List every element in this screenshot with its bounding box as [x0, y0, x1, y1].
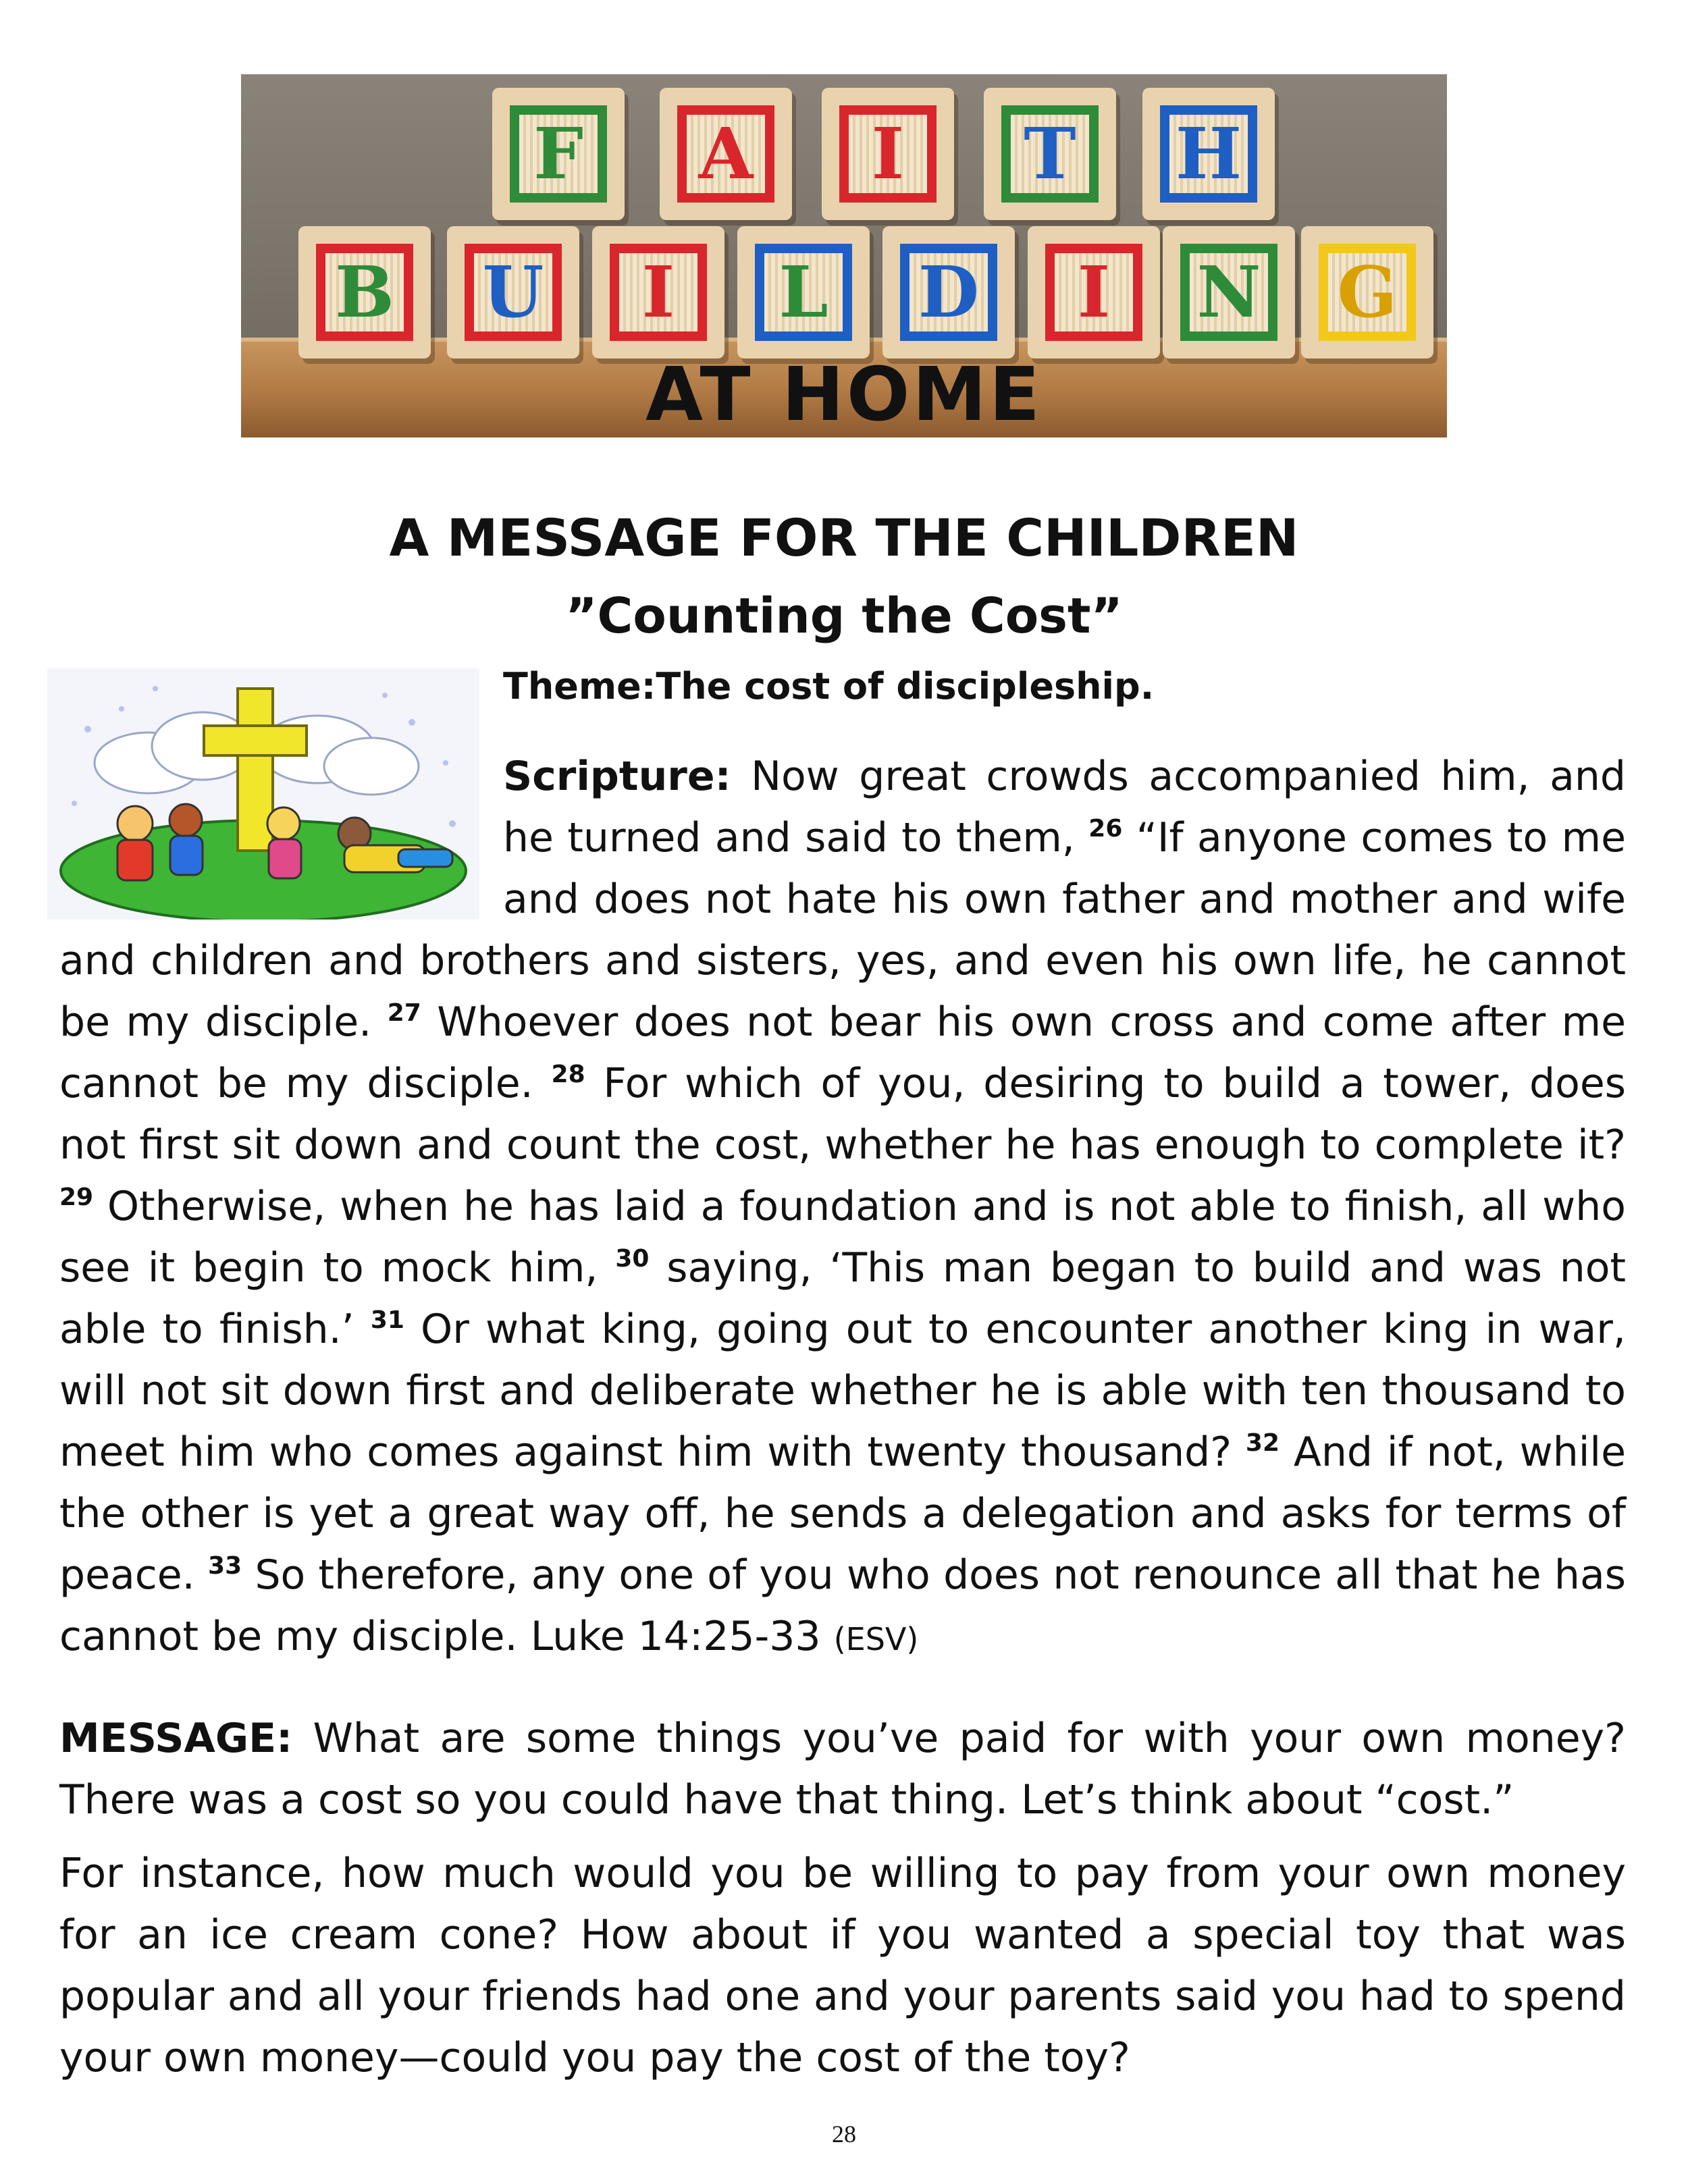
theme-label: Theme:: [503, 665, 656, 708]
letter-block-t: [984, 88, 1116, 220]
theme-text: The cost of discipleship.: [656, 665, 1155, 708]
bible-version: (ESV): [833, 1621, 919, 1657]
letter-block-b: [298, 226, 431, 358]
banner-subtitle: AT HOME: [645, 351, 1043, 437]
page-number: 28: [832, 2121, 856, 2148]
letter-block-i: [822, 88, 954, 220]
clipart-spacer: [59, 746, 503, 928]
message-text: What are some things you’ve paid for with your own money? There was a cost so you could have that thing. Let’s think about “cost.”: [59, 1715, 1626, 1823]
block-letter: A: [677, 105, 774, 203]
message-paragraph-2: For instance, how much would you be willing to pay from your own money for an ice cream cone? How about if you wanted a special toy that was popular and all your friends had one and your parents said you had to spend your own money—could you pay the cost of the toy?: [59, 1850, 1626, 2081]
letter-block-a: [660, 88, 792, 220]
block-letter: U: [465, 244, 562, 341]
letter-block-n: [1163, 226, 1295, 358]
block-letter: N: [1180, 244, 1277, 341]
verse-text: saying, ‘This man began to build and was not able to finish.’: [59, 1244, 1627, 1353]
letter-block-g: [1301, 226, 1433, 358]
block-letter: D: [900, 244, 997, 341]
block-letter: B: [316, 244, 413, 341]
verse-number: 27: [387, 999, 421, 1027]
faith-building-banner: [241, 74, 1447, 437]
verse-number: 30: [615, 1245, 650, 1273]
verse-text: Whoever does not bear his own cross and come after me cannot be my disciple.: [59, 998, 1626, 1107]
letter-block-l: [737, 226, 870, 358]
block-letter: T: [1001, 105, 1099, 203]
verse-number: 32: [1245, 1429, 1280, 1457]
letter-block-i3: [1028, 226, 1160, 358]
letter-block-f: [492, 88, 625, 220]
block-letter: F: [510, 105, 607, 203]
block-letter: I: [839, 105, 937, 203]
letter-block-u: [447, 226, 579, 358]
theme-line: [503, 665, 1154, 708]
verse-number: 29: [59, 1183, 94, 1211]
verse-text: For which of you, desiring to build a tower, does not first sit down and count the cost, whether he has enough to complete it?: [59, 1060, 1626, 1169]
verse-number: 33: [208, 1552, 242, 1580]
scripture-label: Scripture:: [503, 753, 731, 800]
verse-text: Now great crowds accompanied him, and he turned and said to them,: [503, 753, 1626, 861]
letter-block-d: [882, 226, 1015, 358]
verse-number: 31: [370, 1306, 404, 1334]
page-title: A MESSAGE FOR THE CHILDREN: [389, 508, 1299, 568]
verse-text: Or what king, going out to encounter another king in war, will not sit down first and deliberate whether he is able with ten thousand to meet him who comes against him with twenty thousand?: [59, 1306, 1626, 1476]
letter-block-h: [1142, 88, 1275, 220]
verse-text: And if not, while the other is yet a great way off, he sends a delegation and asks for terms of peace.: [59, 1429, 1626, 1599]
verse-number: 28: [551, 1061, 585, 1088]
message-label: MESSAGE:: [59, 1715, 293, 1762]
verse-text: So therefore, any one of you who does not renounce all that he has cannot be my disciple. Luke 14:25-33: [59, 1551, 1626, 1660]
block-letter: I: [1045, 244, 1142, 341]
verse-number: 26: [1088, 815, 1123, 843]
block-letter: G: [1319, 244, 1416, 341]
verse-text: “If anyone comes to me and does not hate his own father and mother and wife and children and brothers and sisters, yes, and even his own life, he cannot be my disciple.: [59, 814, 1627, 1046]
block-letter: I: [610, 244, 707, 341]
page-subtitle: ”Counting the Cost”: [565, 587, 1123, 644]
verse-text: Otherwise, when he has laid a foundation and is not able to finish, all who see it begin to mock him,: [59, 1183, 1626, 1291]
block-letter: H: [1160, 105, 1257, 203]
block-letter: L: [755, 244, 852, 341]
message-paragraph: [59, 1708, 1626, 1831]
letter-block-i2: [592, 226, 724, 358]
scripture-passage: [59, 746, 1626, 1670]
